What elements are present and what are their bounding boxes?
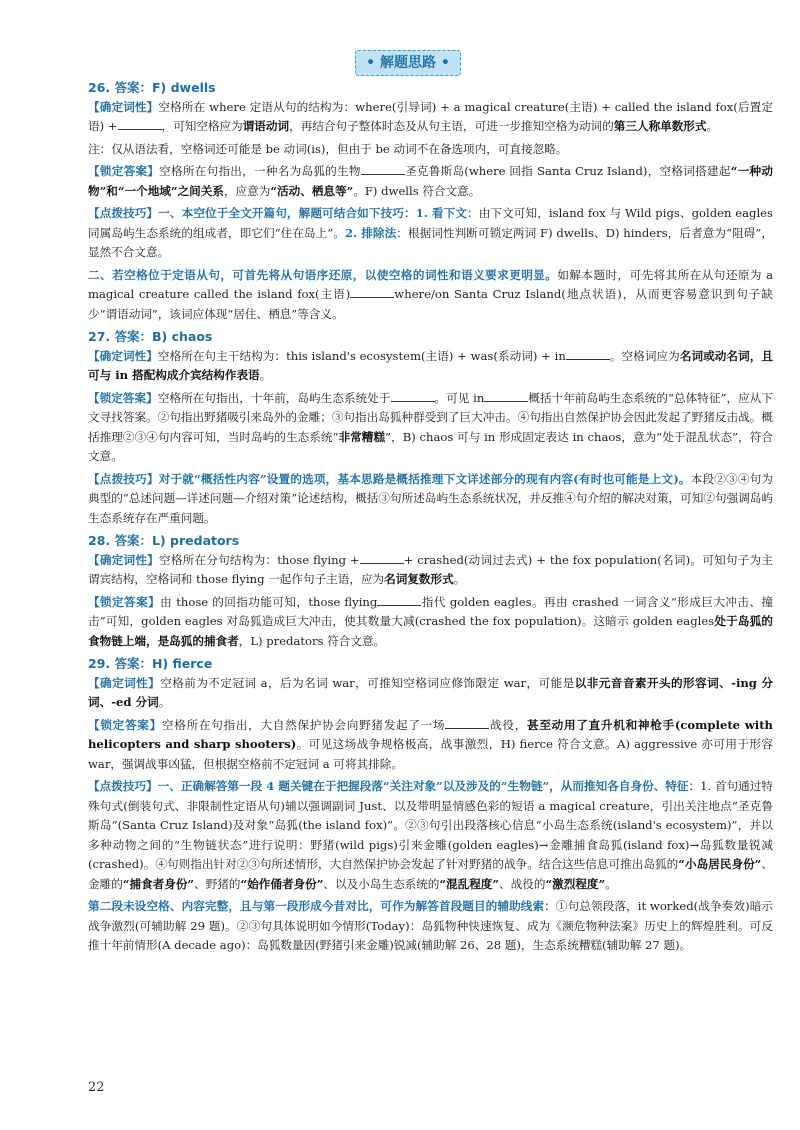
text: 。 bbox=[158, 695, 171, 709]
blank bbox=[445, 716, 489, 729]
tag-label: 【锁定答案】 bbox=[88, 164, 160, 178]
text: 。 bbox=[605, 876, 617, 891]
emphasis: 第二段未设空格、内容完整，且与第一段形成今昔对比，可作为解答首段题目的辅助线索： bbox=[88, 899, 556, 913]
text: 空格所在句指出，一种名为岛狐的生物 bbox=[159, 164, 361, 178]
q26-tips-2 bbox=[88, 266, 773, 325]
text: 空格所在句指出，十年前，岛屿生态系统处于 bbox=[157, 390, 391, 405]
tag-label: 【确定词性】 bbox=[88, 99, 159, 114]
text: 概括十年前岛屿生态系统的“总体特征”，应从下文寻找答案。②句指出野猪吸引来岛外的金雕；③句指出岛狐种群受到了巨大冲击。④句指出自然保护协会因此发起了野猪反击战。概括推理②③④句内容可知，当时岛屿的生态系统“ bbox=[88, 390, 773, 444]
text: 。可见 in bbox=[434, 390, 485, 405]
tag-label: 【锁定答案】 bbox=[88, 390, 158, 405]
q29-tips bbox=[88, 777, 773, 894]
emphasis: “混乱程度” bbox=[439, 876, 500, 891]
emphasis: 甚至动用了直升机和神枪手(complete with helicopters and sharp shooters) bbox=[88, 717, 773, 751]
q29-lock-answer bbox=[88, 716, 773, 775]
emphasis: 非常糟糕 bbox=[338, 429, 386, 444]
text: 指代 golden eagles。再由 crashed 一词含义“形成巨大冲击、撞击”可知，golden eagles 对岛狐造成巨大冲击，使其数量大减(crashed the fox population)。这暗示 golden eagles bbox=[88, 594, 773, 628]
emphasis: “一种动物”和“一个地域”之间关系 bbox=[88, 164, 773, 198]
emphasis: “小岛居民身份” bbox=[678, 857, 762, 871]
page-number: 22 bbox=[88, 1080, 105, 1095]
text: 战役， bbox=[489, 717, 528, 732]
emphasis: “捕食者身份” bbox=[122, 876, 195, 891]
text: 。F) dwells 符合文意。 bbox=[353, 183, 481, 198]
text: ①句总领段落，it worked(战争奏效)暗示战争激烈(可辅助解 29 题)。②③句具体说明如今情形(Today)：岛狐物种快速恢复、成为《濒危物种法案》历史上的辉煌胜利。可反推十年前情形(A decade ago)：岛狐数量因(野猪引来金雕)锐减(辅助解 26、28 题)，生态系统糟糕(辅助解 27 题)。 bbox=[88, 899, 773, 952]
text: ：根据词性判断可锁定两词 F) dwells、D) hinders，后者意为“阻碍”，显然不合文意。 bbox=[88, 225, 773, 259]
emphasis: 以非元音音素开头的形容词、-ing 分词、-ed 分词 bbox=[88, 675, 773, 709]
blank bbox=[360, 551, 404, 564]
emphasis: 2. 排除法 bbox=[345, 225, 397, 240]
text: 、野猪的 bbox=[194, 876, 241, 891]
text: 由 those 的回指功能可知，those flying bbox=[160, 594, 378, 609]
tag-label: 【锁定答案】 bbox=[88, 594, 161, 609]
q27-lock-answer bbox=[88, 389, 773, 467]
text: ，可知空格应为 bbox=[161, 119, 243, 133]
q29-second-paragraph-clue bbox=[88, 897, 773, 956]
emphasis: 名词或动名词，且可与 in 搭配构成介宾结构作表语 bbox=[88, 348, 773, 382]
text: 、以及小岛生态系统的 bbox=[323, 876, 440, 891]
blank bbox=[118, 117, 162, 130]
text: 1. 首句通过特殊句式(倒装句式、非限制性定语从句)辅以强调副词 Just、以及带明显情感色彩的短语 a magical creature，引出关注地点“圣克鲁斯岛”(Santa Cruz Island)及对象“岛狐(the island fox)”。②③句引出段落核心信息“小岛生态系统(island's ecosystem)”，并以多种动物之间的“生物链状态”进行说明：野猪(wild pigs)引来金雕(golden eagles)→金雕捕食岛狐(island fox)→岛狐数量锐减(crashed)。④句则指出针对②③句所述情形，大自然保护协会发起了针对野猪的战争。结合这些信息可推出岛狐的 bbox=[88, 779, 774, 871]
tag-label: 【点拨技巧】一、本空位于全文开篇句，解题可结合如下技巧：1. 看下文 bbox=[88, 206, 467, 220]
answer-27-heading: 27. 答案：B) chaos bbox=[88, 329, 213, 344]
text: 空格所在句指出，大自然保护协会向野猪发起了一场 bbox=[161, 717, 446, 732]
emphasis: “始作俑者身份” bbox=[240, 876, 324, 891]
text: where/on Santa Cruz Island(地点状语)，从而更容易意识到句子缺少“谓语动词”，该词应体现“居住、栖息”等含义。 bbox=[88, 287, 774, 321]
answer-26-heading: 26. 答案：F) dwells bbox=[88, 80, 216, 95]
q26-tips bbox=[88, 204, 773, 263]
blank bbox=[484, 389, 528, 402]
text: 如解本题时，可先将其所在从句还原为 a magical creature called the island fox(主语) bbox=[88, 267, 773, 301]
tag-label: 【点拨技巧】一、正确解答第一段 4 题关键在于把握段落“关注对象”以及涉及的“生物链”，从而推知各自身份、特征： bbox=[88, 779, 701, 793]
q27-determine-pos bbox=[88, 347, 773, 386]
text: 、战役的 bbox=[499, 876, 546, 891]
text: 、金雕的 bbox=[88, 857, 773, 891]
q28-determine-pos bbox=[88, 551, 773, 590]
text: 。 bbox=[453, 572, 466, 586]
text: ，L) predators 符合文意。 bbox=[238, 633, 386, 648]
tag-label: 【确定词性】 bbox=[88, 675, 161, 690]
text: 本段②③④句为典型的“总述问题—详述问题—介绍对策”论述结构，概括③句所述岛屿生态系统状况，并反推④句介绍的解决对策，可知②句强调岛屿生态系统存在严重问题。 bbox=[88, 471, 773, 525]
tag-label: 【确定词性】 bbox=[88, 552, 159, 567]
text: 。可见这场战争规格极高，战事激烈，H) fierce 符合文意。A) aggressive 亦可用于形容 war，强调战事凶猛，但根据空格前不定冠词 a 可将其排除。 bbox=[88, 737, 773, 771]
q27-tips bbox=[88, 470, 773, 529]
emphasis: “活动、栖息等” bbox=[270, 183, 354, 198]
blank bbox=[350, 285, 394, 298]
tag-label: 【确定词性】 bbox=[88, 348, 158, 363]
q26-determine-pos bbox=[88, 98, 773, 137]
text: ：由下文可知，island fox 与 Wild pigs、golden eagles 同属岛屿生态系统的组成者，即它们“住在岛上”。 bbox=[88, 206, 773, 240]
text: + crashed(动词过去式) + the fox population(名词)。可知句子为主谓宾结构，空格词和 those flying 一起作句子主语，应为 bbox=[88, 552, 773, 586]
emphasis: 谓语动词 bbox=[242, 119, 290, 133]
emphasis: 处于岛狐的食物链上端，是岛狐的捕食者 bbox=[88, 614, 773, 648]
blank bbox=[377, 593, 421, 606]
q26-note: 注：仅从语法看，空格词还可能是 be 动词(is)，但由于 be 动词不在备选项内，可直接忽略。 bbox=[88, 141, 568, 156]
text: 。空格词应为 bbox=[609, 348, 680, 363]
q29-determine-pos bbox=[88, 674, 773, 713]
tag-label: 【点拨技巧】对于就“概括性内容”设置的选项，基本思路是概括推理下文详述部分的现有内容(有时也可能是上文)。 bbox=[88, 471, 691, 486]
text: 圣克鲁斯岛(where 回指 Santa Cruz Island)，空格词搭建起 bbox=[404, 164, 731, 178]
text: 空格所在分句结构为：those flying + bbox=[158, 552, 360, 567]
emphasis: 二、若空格位于定语从句，可首先将从句语序还原，以使空格的词性和语义要求更明显。 bbox=[88, 267, 558, 282]
text: ，应意为 bbox=[223, 183, 271, 198]
blank bbox=[566, 347, 610, 360]
q28-lock-answer bbox=[88, 593, 773, 652]
tag-label: 【锁定答案】 bbox=[88, 717, 162, 732]
blank bbox=[391, 389, 435, 402]
answer-29-heading: 29. 答案：H) fierce bbox=[88, 656, 213, 671]
text: 空格所在 where 定语从句的结构为：where(引导词) + a magical creature(主语) + called the island fox(后置定语) + bbox=[88, 99, 773, 133]
solution-content bbox=[88, 76, 773, 959]
emphasis: 名词复数形式 bbox=[384, 572, 454, 586]
text: 。 bbox=[259, 368, 272, 382]
answer-28-heading: 28. 答案：L) predators bbox=[88, 533, 240, 548]
solution-ideas-banner: • 解题思路 • bbox=[355, 50, 461, 76]
text: ，再结合句子整体时态及从句主语，可进一步推知空格为动词的 bbox=[289, 119, 614, 133]
text: ”，B) chaos 可与 in 形成固定表达 in chaos，意为“处于混乱状态”，符合文意。 bbox=[88, 429, 773, 463]
text: 。 bbox=[706, 119, 719, 133]
text: 空格所在句主干结构为：this island's ecosystem(主语) + was(系动词) + in bbox=[157, 348, 566, 363]
emphasis: “激烈程度” bbox=[545, 876, 606, 891]
text: 空格前为不定冠词 a，后为名词 war，可推知空格词应修饰限定 war，可能是 bbox=[160, 675, 575, 690]
blank bbox=[361, 162, 405, 175]
emphasis: 第三人称单数形式 bbox=[613, 119, 707, 133]
q26-lock-answer bbox=[88, 162, 773, 201]
